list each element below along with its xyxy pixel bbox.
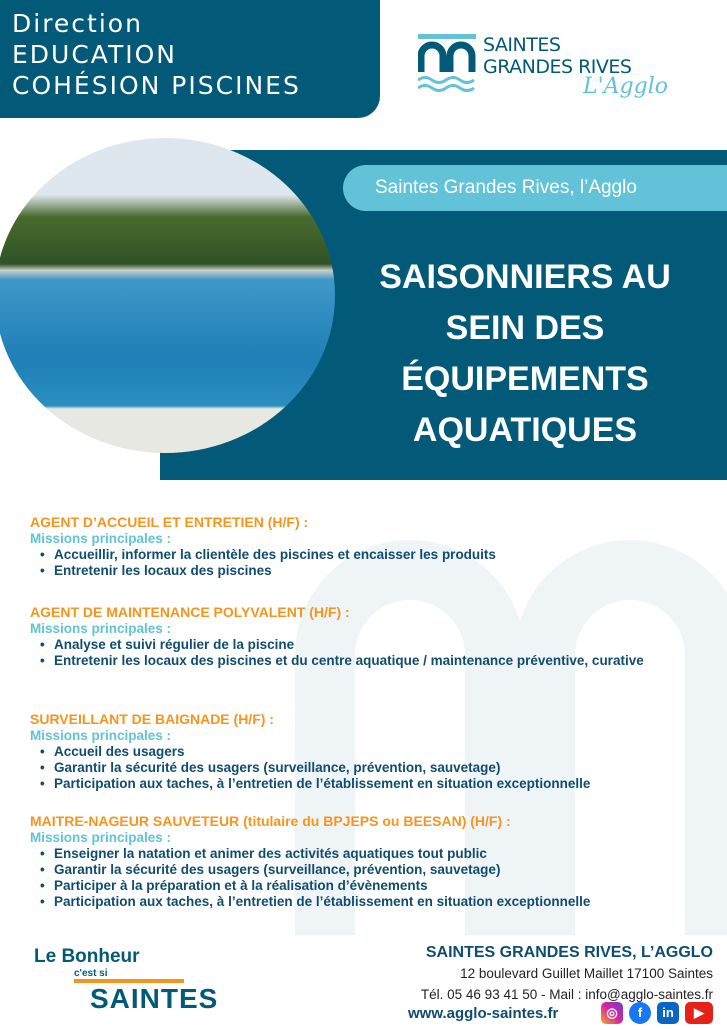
youtube-icon[interactable]: ▶ — [685, 1002, 713, 1024]
missions-label: Missions principales : — [30, 531, 172, 546]
list-item: • Accueil des usagers — [40, 744, 710, 760]
list-item: • Entretenir les locaux des piscines — [40, 563, 710, 579]
missions-label: Missions principales : — [30, 728, 172, 743]
pool-photo — [0, 138, 335, 453]
website-link[interactable]: www.agglo-saintes.fr — [408, 1005, 559, 1022]
slogan-line: SAINTES — [90, 983, 219, 1014]
page-title — [345, 252, 705, 456]
job-section — [30, 514, 710, 579]
list-item: • Participer à la préparation et à la réalisation d’évènements — [40, 878, 710, 894]
agglo-pill: Saintes Grandes Rives, l’Agglo — [343, 165, 727, 211]
list-item: • Entretenir les locaux des piscines et du centre aquatique / maintenance préventive, curative — [40, 653, 680, 669]
job-title: MAITRE-NAGEUR SAUVETEUR (titulaire du BPJEPS ou BEESAN) (H/F) : — [30, 813, 511, 829]
slogan-line: Le Bonheur — [34, 946, 140, 967]
contact-info: Tél. 05 46 93 41 50 - Mail : info@agglo-saintes.fr — [420, 987, 713, 1002]
logo-line: GRANDES RIVES — [483, 56, 632, 78]
slogan-line: c'est si — [74, 968, 184, 983]
address: 12 boulevard Guillet Maillet 17100 Saintes — [460, 966, 713, 981]
list-item: • Garantir la sécurité des usagers (surveillance, prévention, sauvetage) — [40, 760, 710, 776]
logo-line: SAINTES — [483, 34, 561, 56]
title-line: SEIN DES — [445, 309, 605, 347]
title-line: SAISONNIERS AU — [379, 258, 671, 296]
job-title: AGENT D’ACCUEIL ET ENTRETIEN (H/F) : — [30, 514, 309, 530]
list-item: • Participation aux taches, à l’entretien de l’établissement en situation exceptionnelle — [40, 776, 710, 792]
title-line: ÉQUIPEMENTS — [401, 360, 649, 398]
header-line: EDUCATION — [12, 40, 177, 69]
header-line: COHÉSION PISCINES — [12, 71, 301, 100]
list-item: • Garantir la sécurité des usagers (surveillance, prévention, sauvetage) — [40, 862, 710, 878]
job-section — [30, 604, 710, 669]
social-links — [601, 1002, 713, 1024]
job-title: SURVEILLANT DE BAIGNADE (H/F) : — [30, 711, 274, 727]
list-item: • Accueillir, informer la clientèle des piscines et encaisser les produits — [40, 547, 710, 563]
list-item: • Enseigner la natation et animer des activités aquatiques tout public — [40, 846, 710, 862]
job-title: AGENT DE MAINTENANCE POLYVALENT (H/F) : — [30, 604, 350, 620]
job-section — [30, 813, 710, 910]
slogan-logo — [34, 946, 218, 1015]
instagram-icon[interactable]: ◎ — [601, 1002, 623, 1024]
org-name: SAINTES GRANDES RIVES, L’AGGLO — [425, 944, 713, 961]
job-section — [30, 711, 710, 792]
logo-script: L'Agglo — [583, 74, 668, 99]
list-item: • Analyse et suivi régulier de la piscine — [40, 637, 710, 653]
facebook-icon[interactable]: f — [629, 1002, 651, 1024]
contact-block — [421, 942, 713, 1005]
title-line: AQUATIQUES — [412, 411, 638, 449]
missions-label: Missions principales : — [30, 830, 172, 845]
list-item: • Participation aux taches, à l’entretien de l’établissement en situation exceptionnelle — [40, 894, 710, 910]
arches-logo-icon — [418, 34, 478, 96]
header-line: Direction — [12, 9, 143, 38]
agglo-logo — [418, 34, 708, 114]
direction-header — [0, 0, 380, 118]
linkedin-icon[interactable]: in — [657, 1002, 679, 1024]
missions-label: Missions principales : — [30, 621, 172, 636]
